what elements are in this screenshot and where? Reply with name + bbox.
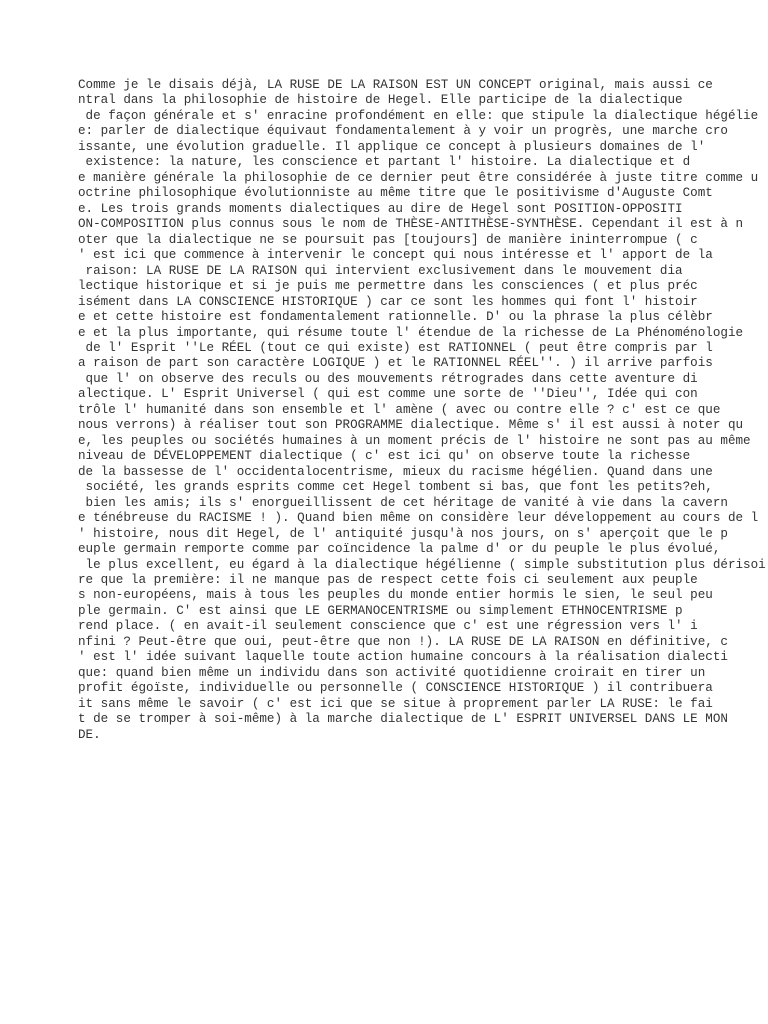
text-line: lectique historique et si je puis me permettre dans les consciences ( et plus préc: [78, 279, 698, 294]
text-line: e: parler de dialectique équivaut fondamentalement à y voir un progrès, une marche cro: [78, 124, 728, 139]
text-line: de l' Esprit ''Le RÉEL (tout ce qui existe) est RATIONNEL ( peut être compris par l: [78, 340, 713, 355]
text-line: ' est l' idée suivant laquelle toute action humaine concours à la réalisation dialecti: [78, 650, 728, 665]
text-line: ntral dans la philosophie de histoire de Hegel. Elle participe de la dialectique: [78, 93, 683, 108]
text-line: re que la première: il ne manque pas de respect cette fois ci seulement aux peuple: [78, 573, 698, 587]
text-line: nfini ? Peut-être que oui, peut-être que non !). LA RUSE DE LA RAISON en définitive, c: [78, 634, 728, 649]
text-line: it sans même le savoir ( c' est ici que se situe à proprement parler LA RUSE: le fai: [78, 696, 713, 711]
text-line: ple germain. C' est ainsi que LE GERMANOCENTRISME ou simplement ETHNOCENTRISME p: [78, 603, 683, 618]
text-line: rend place. ( en avait-il seulement conscience que c' est une régression vers l' i: [78, 619, 698, 634]
text-line: e ténébreuse du RACISME ! ). Quand bien même on considère leur développement au cours de l: [78, 511, 759, 526]
text-line: e, les peuples ou sociétés humaines à un moment précis de l' histoire ne sont pas au même: [78, 433, 751, 448]
text-line: société, les grands esprits comme cet Hegel tombent si bas, que font les petits?eh,: [78, 480, 713, 495]
text-line: le plus excellent, eu égard à la dialectique hégélienne ( simple substitution plus dérisoi: [78, 557, 766, 572]
text-line: Comme je le disais déjà, LA RUSE DE LA RAISON EST UN CONCEPT original, mais aussi ce: [78, 78, 713, 92]
text-line: existence: la nature, les conscience et partant l' histoire. La dialectique et d: [78, 155, 691, 170]
text-line: que: quand bien même un individu dans son activité quotidienne croirait en tirer un: [78, 665, 706, 680]
text-line: profit égoïste, individuelle ou personnelle ( CONSCIENCE HISTORIQUE ) il contribuera: [78, 681, 713, 696]
text-line: niveau de DÉVELOPPEMENT dialectique ( c' est ici qu' on observe toute la richesse: [78, 449, 691, 464]
text-line: bien les amis; ils s' enorgueillissent de cet héritage de vanité à vie dans la cavern: [78, 495, 728, 510]
text-line: de façon générale et s' enracine profondément en elle: que stipule la dialectique hégélie: [78, 108, 759, 123]
text-line: ' est ici que commence à intervenir le concept qui nous intéresse et l' apport de la: [78, 248, 713, 263]
text-line: euple germain remporte comme par coïncidence la palme d' or du peuple le plus évolué,: [78, 542, 721, 557]
text-line: issante, une évolution graduelle. Il applique ce concept à plusieurs domaines de l': [78, 139, 706, 154]
text-line: ' histoire, nous dit Hegel, de l' antiquité jusqu'à nos jours, on s' aperçoit que le p: [78, 526, 728, 541]
text-line: t de se tromper à soi-même) à la marche dialectique de L' ESPRIT UNIVERSEL DANS LE MON: [78, 712, 728, 727]
text-line: oter que la dialectique ne se poursuit pas [toujours] de manière ininterrompue ( c: [78, 232, 698, 247]
text-line: nous verrons) à réaliser tout son PROGRAMME dialectique. Même s' il est aussi à noter qu: [78, 418, 744, 433]
text-line: a raison de part son caractère LOGIQUE ) et le RATIONNEL RÉEL''. ) il arrive parfois: [78, 356, 713, 371]
text-line: DE.: [78, 727, 101, 742]
text-line: ON-COMPOSITION plus connus sous le nom de THÈSE-ANTITHÈSE-SYNTHÈSE. Cependant il est à n: [78, 217, 744, 232]
text-line: trôle l' humanité dans son ensemble et l' amène ( avec ou contre elle ? c' est ce que: [78, 402, 721, 417]
text-line: e. Les trois grands moments dialectiques au dire de Hegel sont POSITION-OPPOSITI: [78, 201, 683, 216]
text-line: s non-européens, mais à tous les peuples du monde entier hormis le sien, le seul peu: [78, 588, 713, 603]
text-line: e et cette histoire est fondamentalement rationnelle. D' ou la phrase la plus célèbr: [78, 310, 713, 325]
text-line: que l' on observe des reculs ou des mouvements rétrogrades dans cette aventure di: [78, 371, 698, 386]
text-line: raison: LA RUSE DE LA RAISON qui intervient exclusivement dans le mouvement dia: [78, 263, 683, 278]
text-line: isément dans LA CONSCIENCE HISTORIQUE ) car ce sont les hommes qui font l' histoir: [78, 294, 698, 309]
text-line: octrine philosophique évolutionniste au même titre que le positivisme d'Auguste Comt: [78, 186, 713, 201]
text-line: alectique. L' Esprit Universel ( qui est comme une sorte de ''Dieu'', Idée qui con: [78, 387, 698, 402]
text-line: e et la plus importante, qui résume toute l' étendue de la richesse de La Phénoménologie: [78, 325, 744, 340]
document-body: [78, 78, 768, 743]
text-line: de la bassesse de l' occidentalocentrisme, mieux du racisme hégélien. Quand dans une: [78, 464, 713, 479]
text-line: e manière générale la philosophie de ce dernier peut être considérée à juste titre comme u: [78, 170, 759, 185]
